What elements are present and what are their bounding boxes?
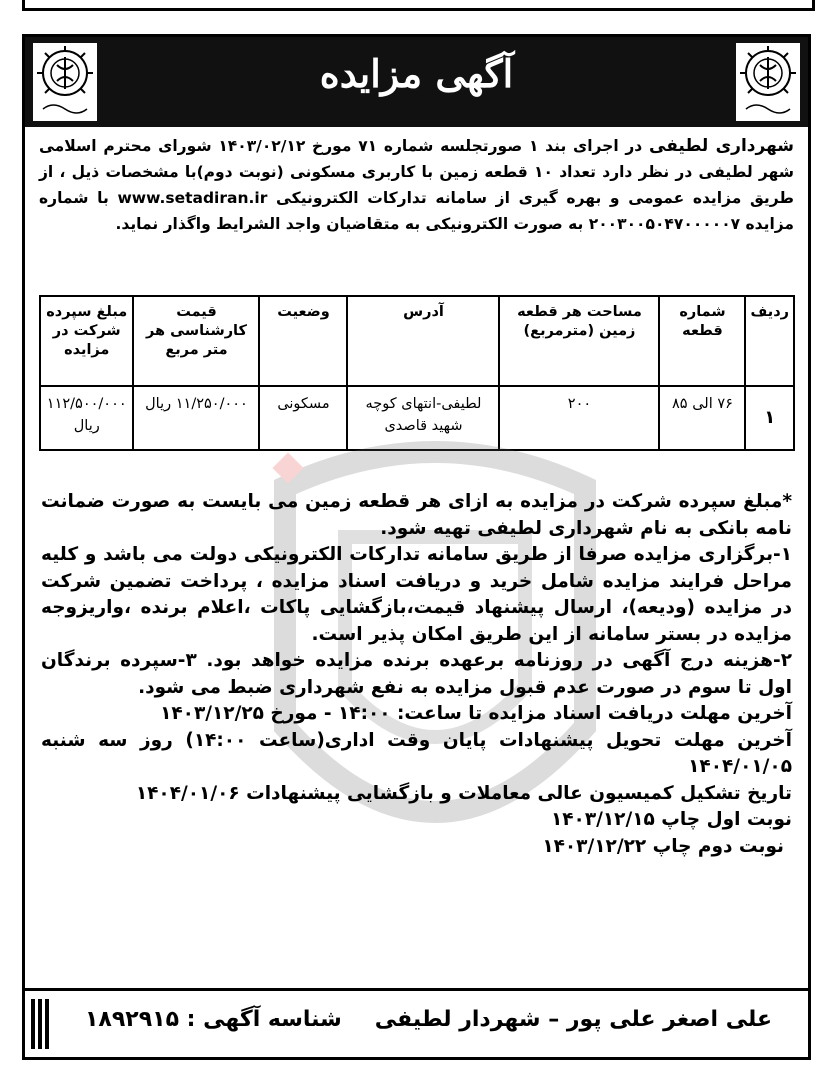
- document-deadline: آخرین مهلت دریافت اسناد مزایده تا ساعت: ۱۴:۰۰ - مورخ ۱۴۰۳/۱۲/۲۵: [160, 703, 792, 724]
- header-bar: [25, 37, 808, 127]
- deposit-note: *مبلغ سپرده شرکت در مزایده به ازای هر قطعه زمین می بایست به صورت ضمانت نامه بانکی به نام شهرداری لطیفی تهیه شود.: [41, 491, 792, 539]
- cell-address: لطیفی-انتهای کوچه شهید قاصدی: [347, 386, 499, 450]
- header-lot-number: شماره قطعه: [659, 296, 745, 386]
- header-price: قیمت کارشناسی هر متر مربع: [133, 296, 259, 386]
- intro-text: در اجرای بند ۱ صورتجلسه شماره ۷۱ مورخ ۱۴۰۳/۰۲/۱۲ شورای محترم اسلامی شهر لطیفی در نظر دارد تعداد ۱۰ قطعه زمین با کاربری مسکونی (نوبت دوم)با مشخصات ذیل ، از طریق مزایده عمومی و بهره گیری از سامانه تدارکات الکترونیکی www.setadiran.ir با شماره مزایده ۲۰۰۳۰۰۵۰۴۷۰۰۰۰۰۷ به صورت الکترونیکی به متقاضیان واجد الشرایط واگذار نماید.: [39, 137, 794, 233]
- cell-price: ۱۱/۲۵۰/۰۰۰ ریال: [133, 386, 259, 450]
- header-status: وضعیت: [259, 296, 347, 386]
- commission-date: تاریخ تشکیل کمیسیون عالی معاملات و بازگشایی پیشنهادات ۱۴۰۴/۰۱/۰۶: [135, 782, 792, 804]
- top-border-strip: [22, 0, 815, 11]
- terms-section: [41, 489, 792, 860]
- emblem-icon: [736, 43, 800, 121]
- signature: علی اصغر علی پور – شهردار لطیفی: [374, 1007, 772, 1032]
- footer-decorative-bars: [31, 999, 49, 1049]
- cell-area: ۲۰۰: [499, 386, 659, 450]
- header-area: مساحت هر قطعه زمین (مترمربع): [499, 296, 659, 386]
- header-row-number: ردیف: [745, 296, 794, 386]
- cell-deposit: ۱۱۲/۵۰۰/۰۰۰ ریال: [40, 386, 133, 450]
- second-print-date: نوبت دوم چاپ ۱۴۰۳/۱۲/۲۲: [542, 835, 784, 857]
- header-deposit: مبلغ سپرده شرکت در مزایده: [40, 296, 133, 386]
- submission-deadline: آخرین مهلت تحویل پیشنهادات پایان وقت اداری(ساعت ۱۴:۰۰) روز سه شنبه ۱۴۰۴/۰۱/۰۵: [41, 729, 792, 777]
- organization-name: شهرداری لطیفی: [649, 136, 795, 156]
- municipality-logo-right: [736, 43, 800, 121]
- cell-lot-number: ۷۶ الی ۸۵: [659, 386, 745, 450]
- header-address: آدرس: [347, 296, 499, 386]
- cell-row-number: ۱: [745, 386, 794, 450]
- first-print-date: نوبت اول چاپ ۱۴۰۳/۱۲/۱۵: [550, 809, 792, 830]
- footer-bar: [25, 988, 808, 1057]
- page-title: آگهی مزایده: [319, 51, 514, 96]
- term-2-3: ۲-هزینه درج آگهی در روزنامه برعهده برنده مزایده خواهد بود. ۳-سپرده برندگان اول تا سوم در صورت عدم قبول مزایده به نفع شهرداری ضبط می شود.: [41, 650, 792, 698]
- ad-id: شناسه آگهی : ۱۸۹۲۹۱۵: [85, 1007, 342, 1032]
- cell-status: مسکونی: [259, 386, 347, 450]
- table-header-row: [40, 296, 794, 386]
- term-1: ۱-برگزاری مزایده صرفا از طریق سامانه تدارکات الکترونیکی دولت می باشد و کلیه مراحل فرایند مزایده شامل خرید و دریافت اسناد مزایده ، پرداخت تضمین شرکت در مزایده (ودیعه)، ارسال پیشنهاد قیمت،بازگشایی پاکات ،اعلام برنده ،واریزوجه مزایده در بستر سامانه از این طریق امکان پذیر است.: [41, 544, 792, 645]
- intro-paragraph: [39, 133, 794, 237]
- advertisement-frame: [22, 34, 811, 1060]
